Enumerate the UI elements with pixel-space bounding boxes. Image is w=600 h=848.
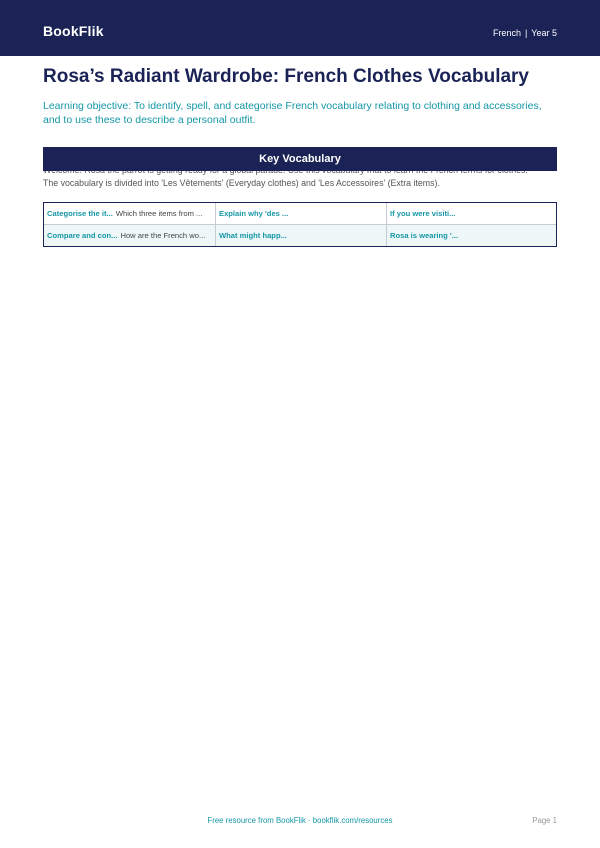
subject-year-label: French | Year 5 — [492, 28, 557, 38]
question-cell — [386, 225, 556, 246]
question-cell — [386, 203, 556, 224]
footer-credit[interactable]: Free resource from BookFlik · bookflik.com/resources — [207, 816, 393, 825]
question-cell — [215, 203, 386, 224]
subject-label: French — [492, 28, 521, 38]
question-label: Rosa is wearing '... — [390, 231, 459, 240]
page-number: Page 1 — [532, 816, 557, 825]
question-grid — [43, 202, 557, 247]
question-text: Which three items from ... — [115, 209, 203, 218]
brand-logo-text[interactable]: BookFlik — [43, 23, 104, 39]
question-label: What might happ... — [219, 231, 287, 240]
learning-objective: Learning objective: To identify, spell, and categorise French vocabulary relating to clothing and accessories, and to use these to describe a personal outfit. — [43, 100, 542, 126]
intro-line-2: The vocabulary is divided into 'Les Vêtements' (Everyday clothes) and 'Les Accessoires' (Extra items). — [43, 178, 440, 188]
question-label: If you were visiti... — [390, 209, 456, 218]
key-vocabulary-heading: Key Vocabulary — [259, 153, 341, 165]
key-vocabulary-heading-bar — [43, 147, 557, 171]
question-cell — [215, 225, 386, 246]
question-row — [44, 203, 556, 224]
year-label: Year 5 — [531, 28, 557, 38]
question-label: Compare and con... — [47, 231, 118, 240]
question-label: Explain why 'des ... — [219, 209, 289, 218]
page-title: Rosa’s Radiant Wardrobe: French Clothes Vocabulary — [43, 66, 530, 87]
question-cell — [44, 203, 215, 224]
question-row — [44, 224, 556, 246]
question-label: Categorise the it... — [47, 209, 113, 218]
top-header-bar — [0, 0, 600, 56]
question-text: How are the French wo... — [120, 231, 206, 240]
question-cell — [44, 225, 215, 246]
